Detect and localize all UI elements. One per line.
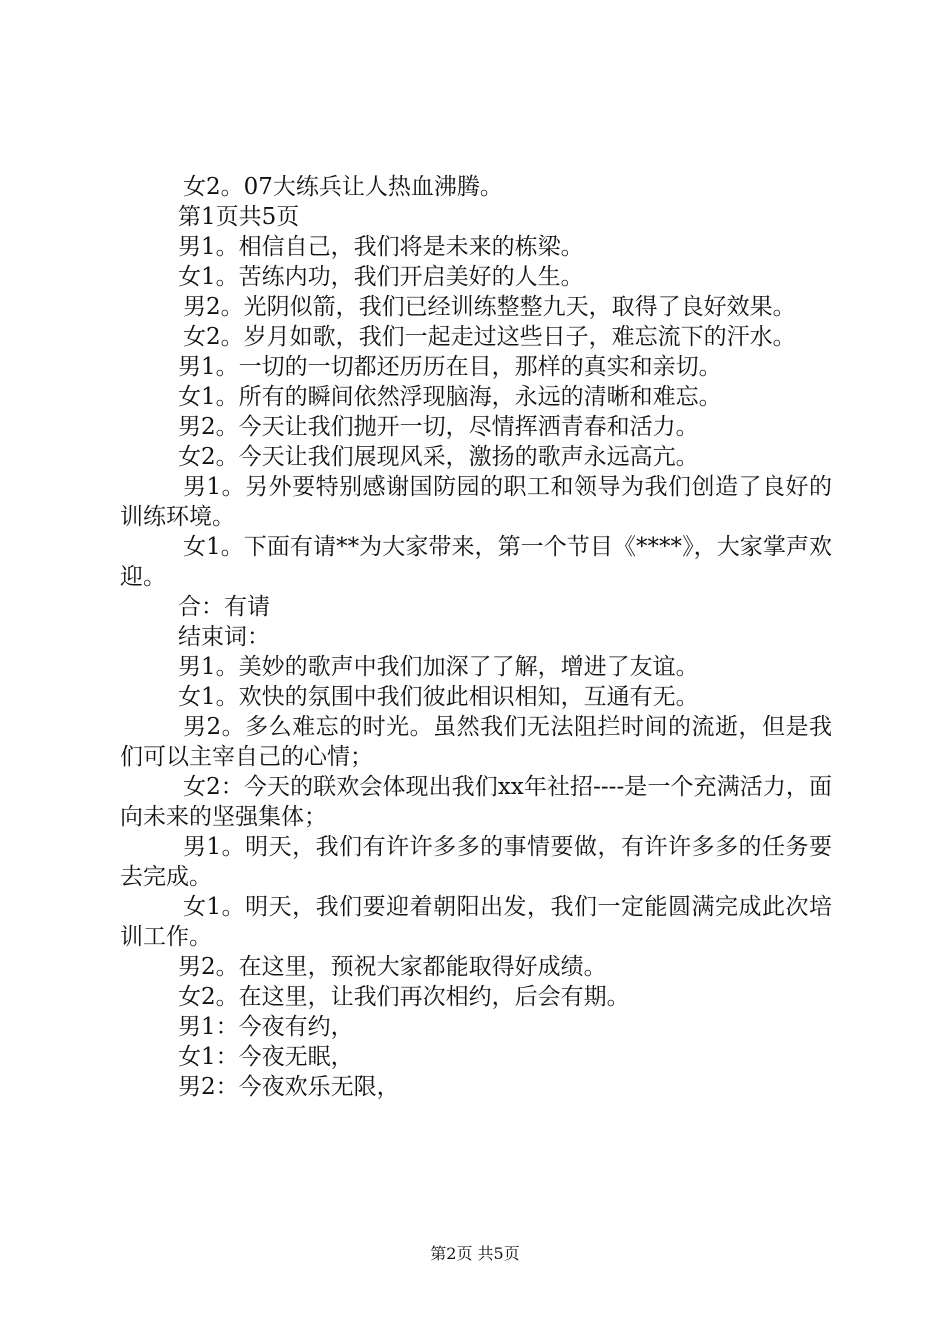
text-line: 男1：今夜有约， [178,1014,354,1040]
text-line: 女2。今天让我们展现风采，激扬的歌声永远高亢。 [178,444,699,470]
page-footer: 第2页 共5页 [430,1244,520,1263]
text-paragraph: 女1。明天，我们要迎着朝阳出发，我们一定能圆满完成此次培训工作。 [120,894,832,950]
text-line: 结束词： [178,624,270,650]
document-body [120,172,832,1102]
page-marker-line: 第1页共5页 [178,204,300,230]
text-paragraph: 男1。另外要特别感谢国防园的职工和领导为我们创造了良好的训练环境。 [120,474,832,530]
text-line: 女1。欢快的氛围中我们彼此相识相知，互通有无。 [178,684,699,710]
text-line: 男2。在这里，预祝大家都能取得好成绩。 [178,954,607,980]
text-line: 女1：今夜无眠， [178,1044,354,1070]
text-line: 男1。一切的一切都还历历在目，那样的真实和亲切。 [178,354,722,380]
text-paragraph: 男2。光阴似箭，我们已经训练整整九天，取得了良好效果。 [183,294,796,320]
text-line: 男2：今夜欢乐无限， [178,1074,400,1100]
text-line: 女1。所有的瞬间依然浮现脑海，永远的清晰和难忘。 [178,384,722,410]
text-line: 合：有请 [178,594,270,620]
text-paragraph: 女2：今天的联欢会体现出我们xx年社招----是一个充满活力，面向未来的坚强集体； [120,774,832,830]
text-line: 男2。今天让我们抛开一切，尽情挥洒青春和活力。 [178,414,699,440]
text-line: 男1。美妙的歌声中我们加深了了解，增进了友谊。 [178,654,699,680]
text-line: 男1。相信自己，我们将是未来的栋梁。 [178,234,584,260]
text-paragraph: 男1。明天，我们有许许多多的事情要做，有许许多多的任务要去完成。 [120,834,832,890]
text-paragraph: 女1。下面有请**为大家带来，第一个节目《****》，大家掌声欢迎。 [120,534,832,590]
text-paragraph: 女2。岁月如歌，我们一起走过这些日子，难忘流下的汗水。 [183,324,796,350]
text-line: 女2。07大练兵让人热血沸腾。 [183,174,503,200]
text-line: 女2。在这里，让我们再次相约，后会有期。 [178,984,630,1010]
text-paragraph: 男2。多么难忘的时光。虽然我们无法阻拦时间的流逝，但是我们可以主宰自己的心情； [120,714,832,770]
text-line: 女1。苦练内功，我们开启美好的人生。 [178,264,584,290]
